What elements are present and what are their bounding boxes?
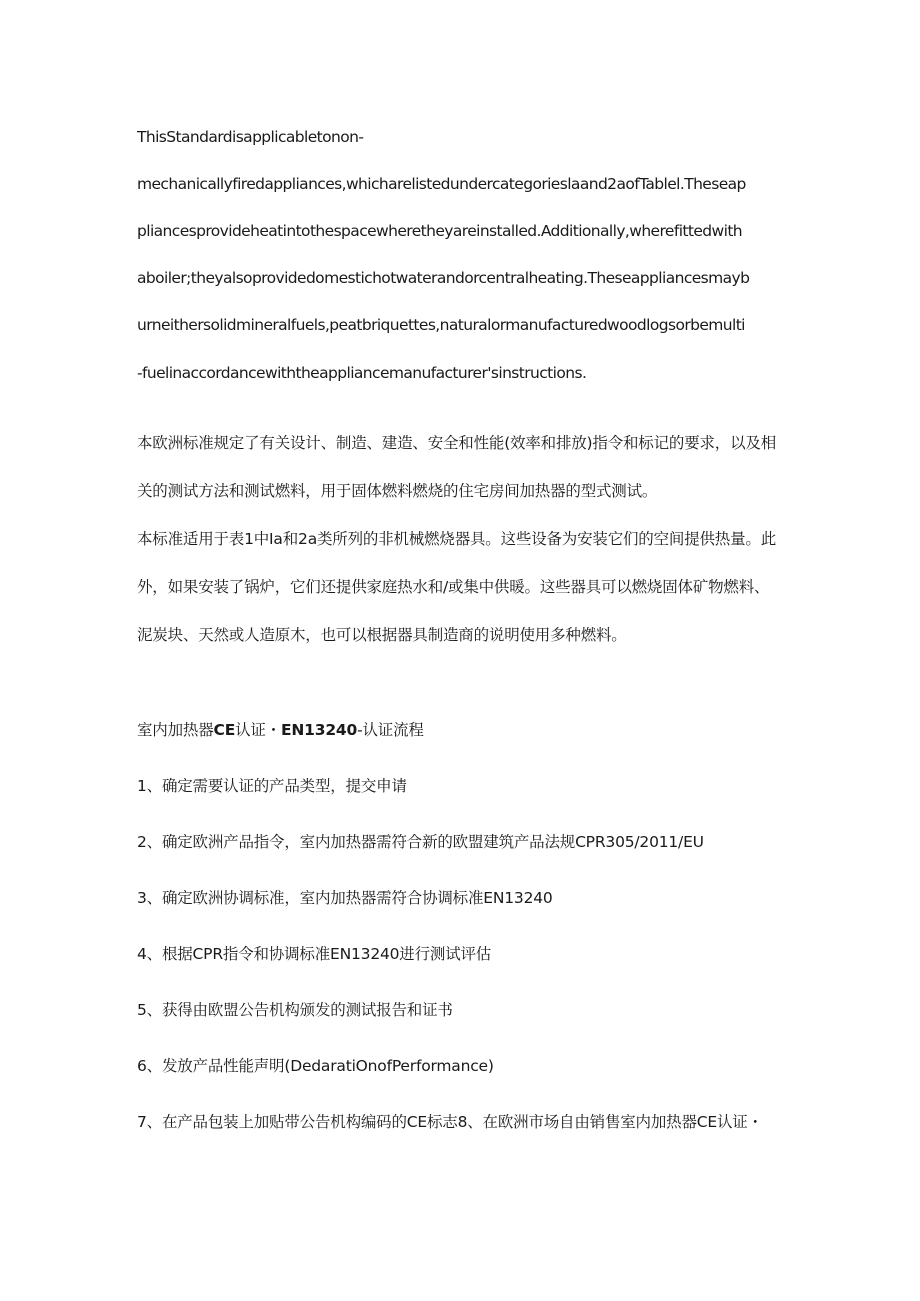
step-7: 7、在产品包装上加贴带公告机构编码的CE标志8、在欧洲市场自由销售室内加热器CE认证・	[137, 1113, 763, 1131]
chinese-p2-line-2: 外，如果安装了锅炉，它们还提供家庭热水和/或集中供暖。这些器具可以燃烧固体矿物燃料、	[137, 578, 770, 596]
step-3: 3、确定欧洲协调标准，室内加热器需符合协调标准EN13240	[137, 889, 553, 907]
process-title-ce: CE	[213, 721, 236, 739]
english-line-1: ThisStandardisapplicabletonon-	[137, 128, 364, 146]
english-line-5: urneithersolidmineralfuels,peatbriquettes,naturalormanufacturedwoodlogsorbemulti	[137, 316, 745, 334]
process-title	[137, 720, 424, 740]
english-line-6: -fuelinaccordancewiththeappliancemanufacturer'sinstructions.	[137, 364, 587, 382]
chinese-p2-line-1: 本标准适用于表1中Ia和2a类所列的非机械燃烧器具。这些设备为安装它们的空间提供热量。此	[137, 530, 776, 548]
step-5: 5、获得由欧盟公告机构颁发的测试报告和证书	[137, 1001, 453, 1019]
step-1: 1、确定需要认证的产品类型，提交申请	[137, 777, 407, 795]
chinese-p2-line-3: 泥炭块、天然或人造原木，也可以根据器具制造商的说明使用多种燃料。	[137, 626, 627, 644]
step-6: 6、发放产品性能声明(DedaratiOnofPerformance)	[137, 1057, 494, 1075]
chinese-p1-line-2: 关的测试方法和测试燃料，用于固体燃料燃烧的住宅房间加热器的型式测试。	[137, 482, 658, 500]
process-title-code: EN13240	[281, 721, 358, 739]
process-title-middle: 认证・	[235, 721, 281, 739]
chinese-p1-line-1: 本欧洲标准规定了有关设计、制造、建造、安全和性能(效率和排放)指令和标记的要求，以及相	[137, 434, 776, 452]
process-title-suffix: -认证流程	[357, 721, 424, 739]
step-2: 2、确定欧洲产品指令，室内加热器需符合新的欧盟建筑产品法规CPR305/2011/EU	[137, 833, 704, 851]
english-line-3: pliancesprovideheatintothespacewheretheyareinstalled.Additionally,wherefittedwith	[137, 222, 743, 240]
english-line-4: aboiler;theyalsoprovidedomestichotwaterandorcentralheating.Theseappliancesmayb	[137, 269, 750, 287]
process-title-prefix: 室内加热器	[137, 721, 214, 739]
step-4: 4、根据CPR指令和协调标准EN13240进行测试评估	[137, 945, 492, 963]
english-line-2: mechanicallyfiredappliances,whicharelistedundercategorieslaand2aofTablel.Theseap	[137, 175, 746, 193]
